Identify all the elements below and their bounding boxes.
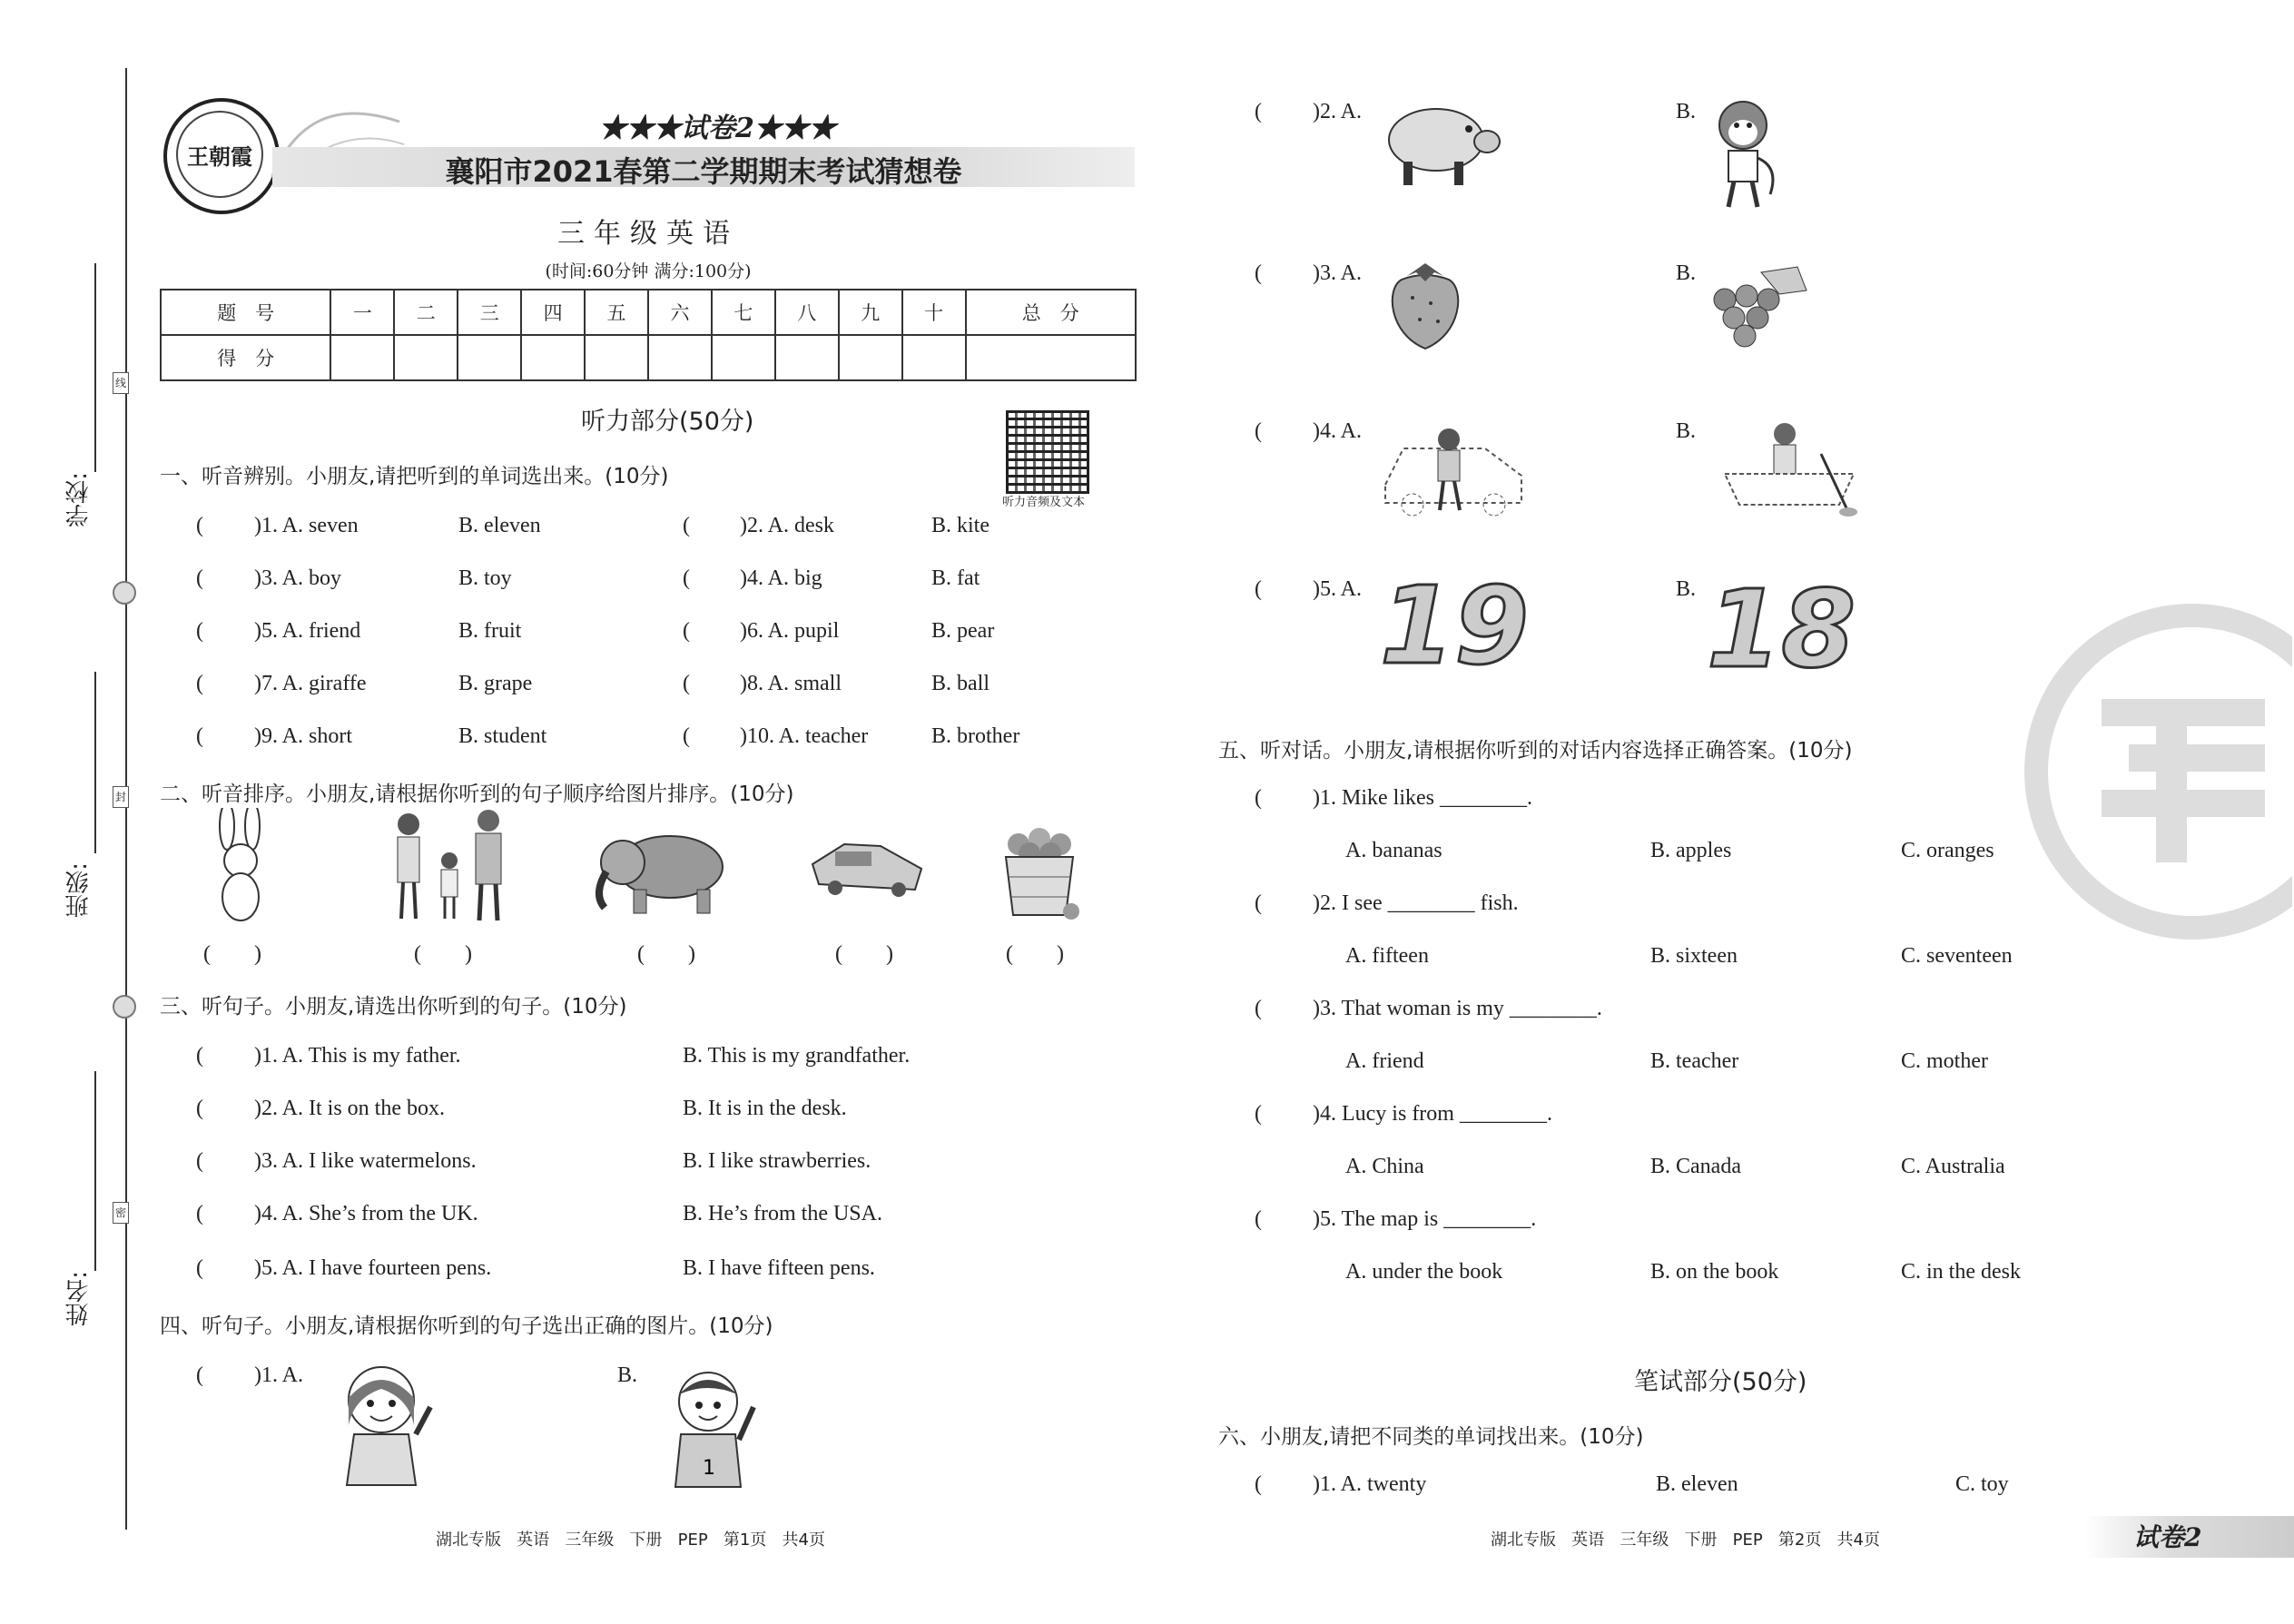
score-head-cell: 七 xyxy=(712,290,775,335)
q5-3-question: )3. That woman is my ________. xyxy=(1313,997,1602,1020)
q3-1-a: )1. A. This is my father. xyxy=(254,1044,461,1068)
strawberry-picture xyxy=(1380,261,1471,352)
section-1-title: 一、听音辨别。小朋友,请把听到的单词选出来。(10分) xyxy=(160,465,669,488)
q4-3-a: )3. A. xyxy=(1313,261,1362,285)
q5-2-question: )2. I see ________ fish. xyxy=(1313,891,1519,915)
score-cell[interactable] xyxy=(775,335,839,380)
order-paren-1[interactable]: ( ) xyxy=(203,942,261,966)
school-blank[interactable] xyxy=(94,263,96,472)
q4-4-b: B. xyxy=(1676,419,1697,443)
q4-4-a: )4. A. xyxy=(1313,419,1362,443)
q3-3-a: )3. A. I like watermelons. xyxy=(254,1149,477,1173)
answer-paren[interactable]: ( xyxy=(1255,261,1262,285)
score-cell[interactable] xyxy=(839,335,902,380)
q5-3-a: A. friend xyxy=(1345,1049,1424,1073)
q4-3-b: B. xyxy=(1676,261,1697,285)
q1-3-b: B. toy xyxy=(458,566,512,590)
answer-paren[interactable]: ( xyxy=(196,1256,203,1280)
q4-5-b: B. xyxy=(1676,577,1697,601)
qr-code-icon[interactable] xyxy=(1006,410,1089,494)
answer-paren[interactable]: ( xyxy=(196,1149,203,1173)
number-18-picture: 18 xyxy=(1707,566,1856,692)
margin-knot-icon xyxy=(113,995,136,1019)
answer-paren[interactable]: ( xyxy=(683,672,690,695)
score-cell[interactable] xyxy=(394,335,458,380)
q1-6-b: B. pear xyxy=(931,619,995,643)
q3-5-a: )5. A. I have fourteen pens. xyxy=(254,1256,492,1280)
score-cell[interactable] xyxy=(521,335,585,380)
publisher-logo xyxy=(163,98,280,214)
score-head-cell: 六 xyxy=(648,290,712,335)
driving-car-picture xyxy=(1376,421,1531,521)
elephant-picture xyxy=(588,826,733,917)
q5-5-c: C. in the desk xyxy=(1901,1260,2021,1284)
answer-paren[interactable]: ( xyxy=(683,619,690,643)
listening-part-title: 听力部分(50分) xyxy=(581,408,754,436)
score-head-cell: 总 分 xyxy=(966,290,1136,335)
writing-part-title: 笔试部分(50分) xyxy=(1634,1368,1807,1396)
margin-knot-icon xyxy=(113,581,136,605)
score-head-cell: 九 xyxy=(839,290,902,335)
score-cell[interactable] xyxy=(648,335,712,380)
family-picture xyxy=(381,808,517,926)
q1-1-a: )1. A. seven xyxy=(254,514,359,537)
q5-4-question: )4. Lucy is from ________. xyxy=(1313,1102,1552,1126)
answer-paren[interactable]: ( xyxy=(196,619,203,643)
car-toy-picture xyxy=(808,837,926,901)
svg-text:1: 1 xyxy=(703,1457,715,1480)
score-cell[interactable] xyxy=(902,335,966,380)
answer-paren[interactable]: ( xyxy=(683,514,690,537)
answer-paren[interactable]: ( xyxy=(196,1363,203,1387)
q3-2-b: B. It is in the desk. xyxy=(683,1097,847,1120)
q1-7-a: )7. A. giraffe xyxy=(254,672,367,695)
order-paren-5[interactable]: ( ) xyxy=(1006,942,1064,966)
score-header-row xyxy=(161,290,1136,335)
answer-paren[interactable]: ( xyxy=(196,566,203,590)
q3-4-b: B. He’s from the USA. xyxy=(683,1202,882,1225)
answer-paren[interactable]: ( xyxy=(1255,1207,1262,1231)
q5-1-a: A. bananas xyxy=(1345,839,1442,862)
q6-1-c: C. toy xyxy=(1955,1472,2009,1496)
exam-title: 襄阳市2021春第二学期期末考试猜想卷 xyxy=(445,154,962,189)
answer-paren[interactable]: ( xyxy=(683,724,690,748)
score-value-row xyxy=(161,335,1136,380)
score-cell[interactable] xyxy=(330,335,394,380)
boy-picture xyxy=(663,1362,763,1489)
grapes-picture xyxy=(1707,263,1816,354)
answer-paren[interactable]: ( xyxy=(196,672,203,695)
answer-paren[interactable]: ( xyxy=(1255,997,1262,1020)
order-paren-4[interactable]: ( ) xyxy=(835,942,893,966)
answer-paren[interactable]: ( xyxy=(196,514,203,537)
answer-paren[interactable]: ( xyxy=(1255,100,1262,123)
q5-4-b: B. Canada xyxy=(1650,1155,1741,1178)
score-head-cell: 四 xyxy=(521,290,585,335)
section-4-title: 四、听句子。小朋友,请根据你听到的句子选出正确的图片。(10分) xyxy=(160,1314,773,1338)
answer-paren[interactable]: ( xyxy=(1255,786,1262,810)
subject-title: 三年级英语 xyxy=(557,218,739,250)
score-cell[interactable] xyxy=(712,335,775,380)
apple-basket-picture xyxy=(999,824,1080,924)
score-head-cell: 三 xyxy=(458,290,521,335)
margin-mark-seal: 封 xyxy=(113,786,129,808)
score-cell[interactable] xyxy=(458,335,521,380)
answer-paren[interactable]: ( xyxy=(1255,1472,1262,1496)
time-info: (时间:60分钟 满分:100分) xyxy=(545,261,752,281)
name-blank[interactable] xyxy=(94,1071,96,1271)
q1-2-a: )2. A. desk xyxy=(740,514,834,537)
answer-paren[interactable]: ( xyxy=(196,1202,203,1225)
rabbit-picture xyxy=(200,808,281,926)
name-label: 姓名: xyxy=(65,1271,93,1326)
q1-5-b: B. fruit xyxy=(458,619,522,643)
score-cell[interactable] xyxy=(585,335,648,380)
q5-5-question: )5. The map is ________. xyxy=(1313,1207,1537,1231)
score-table xyxy=(160,289,1137,381)
section-3-title: 三、听句子。小朋友,请选出你听到的句子。(10分) xyxy=(160,995,627,1019)
q3-1-b: B. This is my grandfather. xyxy=(683,1044,911,1068)
qr-caption: 听力音频及文本 xyxy=(1002,496,1086,509)
q5-3-b: B. teacher xyxy=(1650,1049,1739,1073)
q6-1-b: B. eleven xyxy=(1656,1472,1738,1496)
logo-text: 王朝霞 xyxy=(187,143,252,170)
q5-5-a: A. under the book xyxy=(1345,1260,1503,1284)
girl-picture xyxy=(336,1362,436,1489)
q1-6-a: )6. A. pupil xyxy=(740,619,840,643)
pig-picture xyxy=(1380,94,1507,194)
q1-10-b: B. brother xyxy=(931,724,1020,748)
q3-2-a: )2. A. It is on the box. xyxy=(254,1097,445,1120)
q1-10-a: )10. A. teacher xyxy=(740,724,869,748)
exam-number: ★★★试卷2★★★ xyxy=(599,113,836,144)
q1-9-b: B. student xyxy=(458,724,547,748)
footer-right: 湖北专版 英语 三年级 下册 PEP 第2页 共4页 xyxy=(1491,1530,1880,1550)
q1-8-b: B. ball xyxy=(931,672,989,695)
score-head-cell: 五 xyxy=(585,290,648,335)
q5-3-c: C. mother xyxy=(1901,1049,1988,1073)
answer-paren[interactable]: ( xyxy=(196,1097,203,1120)
margin-mark-line: 线 xyxy=(113,372,129,394)
footer-left: 湖北专版 英语 三年级 下册 PEP 第1页 共4页 xyxy=(436,1530,825,1550)
q4-5-a: )5. A. xyxy=(1313,577,1362,601)
q3-4-a: )4. A. She’s from the UK. xyxy=(254,1202,478,1225)
answer-paren[interactable]: ( xyxy=(1255,891,1262,915)
score-head-cell: 一 xyxy=(330,290,394,335)
school-label: 学校: xyxy=(65,472,93,527)
order-paren-2[interactable]: ( ) xyxy=(414,942,472,966)
class-blank[interactable] xyxy=(94,672,96,853)
q6-1-a: )1. A. twenty xyxy=(1313,1472,1427,1496)
q4-2-a: )2. A. xyxy=(1313,100,1362,123)
q1-3-a: )3. A. boy xyxy=(254,566,341,590)
margin-mark-secret: 密 xyxy=(113,1202,129,1224)
answer-paren[interactable]: ( xyxy=(1255,419,1262,443)
section-6-title: 六、小朋友,请把不同类的单词找出来。(10分) xyxy=(1218,1425,1644,1449)
q3-3-b: B. I like strawberries. xyxy=(683,1149,871,1173)
score-head-cell: 十 xyxy=(902,290,966,335)
section-2-title: 二、听音排序。小朋友,请根据你听到的句子顺序给图片排序。(10分) xyxy=(160,782,794,806)
q5-2-a: A. fifteen xyxy=(1345,944,1429,968)
score-row-label: 得 分 xyxy=(161,335,330,380)
q1-5-a: )5. A. friend xyxy=(254,619,361,643)
seal-watermark-icon xyxy=(2020,599,2292,944)
q1-9-a: )9. A. short xyxy=(254,724,352,748)
q4-1-a: )1. A. xyxy=(254,1363,303,1387)
class-label: 班级: xyxy=(65,862,93,918)
q5-1-b: B. apples xyxy=(1650,839,1732,862)
q5-1-question: )1. Mike likes ________. xyxy=(1313,786,1532,810)
score-cell[interactable] xyxy=(966,335,1136,380)
q5-4-a: A. China xyxy=(1345,1155,1424,1178)
monkey-picture xyxy=(1707,94,1788,212)
q1-2-b: B. kite xyxy=(931,514,989,537)
answer-paren[interactable]: ( xyxy=(196,1044,203,1068)
q3-5-b: B. I have fifteen pens. xyxy=(683,1256,875,1280)
q5-5-b: B. on the book xyxy=(1650,1260,1779,1284)
section-5-title: 五、听对话。小朋友,请根据你听到的对话内容选择正确答案。(10分) xyxy=(1218,739,1853,763)
score-head-cell: 二 xyxy=(394,290,458,335)
exam-tab-text: 试卷2 xyxy=(2133,1522,2202,1552)
q5-2-c: C. seventeen xyxy=(1901,944,2013,968)
q1-4-a: )4. A. big xyxy=(740,566,822,590)
q4-1-b: B. xyxy=(617,1363,638,1387)
order-paren-3[interactable]: ( ) xyxy=(637,942,695,966)
q5-4-c: C. Australia xyxy=(1901,1155,2005,1178)
answer-paren[interactable]: ( xyxy=(1255,1102,1262,1126)
score-head-cell: 题 号 xyxy=(161,290,330,335)
answer-paren[interactable]: ( xyxy=(196,724,203,748)
q5-2-b: B. sixteen xyxy=(1650,944,1738,968)
q1-4-b: B. fat xyxy=(931,566,980,590)
q5-1-c: C. oranges xyxy=(1901,839,1994,862)
answer-paren[interactable]: ( xyxy=(683,566,690,590)
score-head-cell: 八 xyxy=(775,290,839,335)
answer-paren[interactable]: ( xyxy=(1255,577,1262,601)
boating-girl-picture xyxy=(1721,418,1857,517)
q1-8-a: )8. A. small xyxy=(740,672,842,695)
q4-2-b: B. xyxy=(1676,100,1697,123)
q1-7-b: B. grape xyxy=(458,672,533,695)
number-19-picture: 19 xyxy=(1380,563,1530,688)
q1-1-b: B. eleven xyxy=(458,514,541,537)
